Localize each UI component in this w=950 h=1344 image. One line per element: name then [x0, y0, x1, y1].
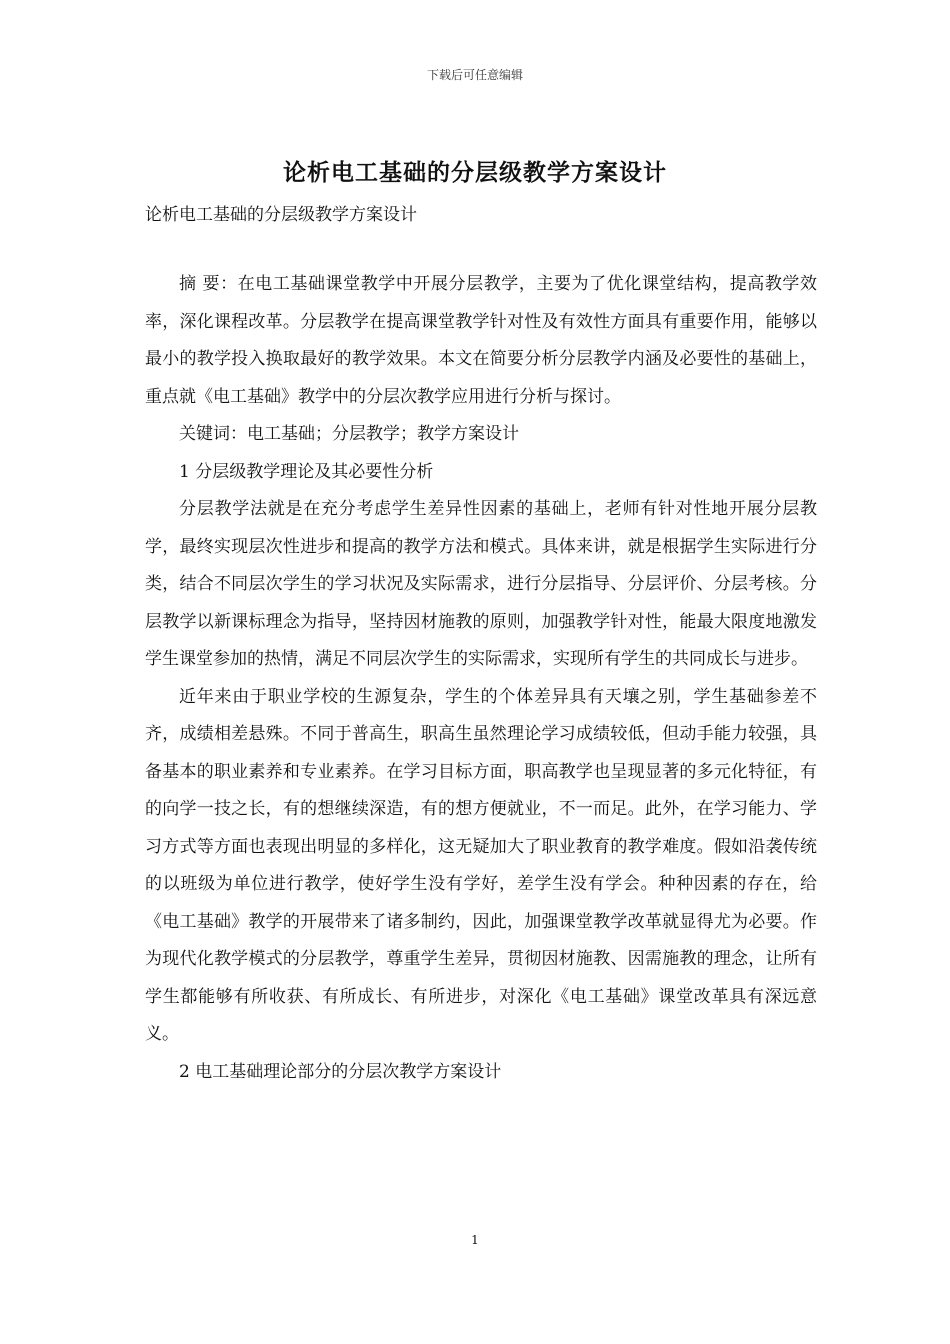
section-1-paragraph-1: 分层教学法就是在充分考虑学生差异性因素的基础上，老师有针对性地开展分层教学，最终实现层次性进步和提高的教学方法和模式。具体来讲，就是根据学生实际进行分类，结合不同层次学生的学习状况及实际需求，进行分层指导、分层评价、分层考核。分层教学以新课标理念为指导，坚持因材施教的原则，加强教学针对性，能最大限度地激发学生课堂参加的热情，满足不同层次学生的实际需求，实现所有学生的共同成长与进步。 [145, 499, 817, 669]
keywords-line: 关键词：电工基础；分层教学；教学方案设计 [179, 424, 519, 444]
page-header-note: 下载后可任意编辑 [426, 68, 523, 82]
section-1-paragraph-2: 近年来由于职业学校的生源复杂，学生的个体差异具有天壤之别，学生基础参差不齐，成绩相差悬殊。不同于普高生，职高生虽然理论学习成绩较低，但动手能力较强，具备基本的职业素养和专业素养。在学习目标方面，职高教学也呈现显著的多元化特征，有的向学一技之长，有的想继续深造，有的想方便就业，不一而足。此外，在学习能力、学习方式等方面也表现出明显的多样化，这无疑加大了职业教育的教学难度。假如沿袭传统的以班级为单位进行教学，使好学生没有学好，差学生没有学会。种种因素的存在，给《电工基础》教学的开展带来了诸多制约，因此，加强课堂教学改革就显得尤为必要。作为现代化教学模式的分层教学，尊重学生差异，贯彻因材施教、因需施教的理念，让所有学生都能够有所收获、有所成长、有所进步，对深化《电工基础》课堂改革具有深远意义。 [145, 686, 817, 1044]
document-body [145, 266, 817, 1091]
section-2-heading: 2 电工基础理论部分的分层次教学方案设计 [179, 1061, 502, 1082]
document-subtitle: 论析电工基础的分层级教学方案设计 [145, 205, 417, 225]
abstract-paragraph: 摘 要：在电工基础课堂教学中开展分层教学，主要为了优化课堂结构，提高教学效率，深化课程改革。分层教学在提高课堂教学针对性及有效性方面具有重要作用，能够以最小的教学投入换取最好的教学效果。本文在简要分析分层教学内涵及必要性的基础上，重点就《电工基础》教学中的分层次教学应用进行分析与探讨。 [145, 274, 817, 407]
document-title: 论析电工基础的分层级教学方案设计 [283, 159, 667, 186]
section-1-heading: 1 分层级教学理论及其必要性分析 [179, 461, 434, 482]
page-number: 1 [471, 1233, 479, 1247]
